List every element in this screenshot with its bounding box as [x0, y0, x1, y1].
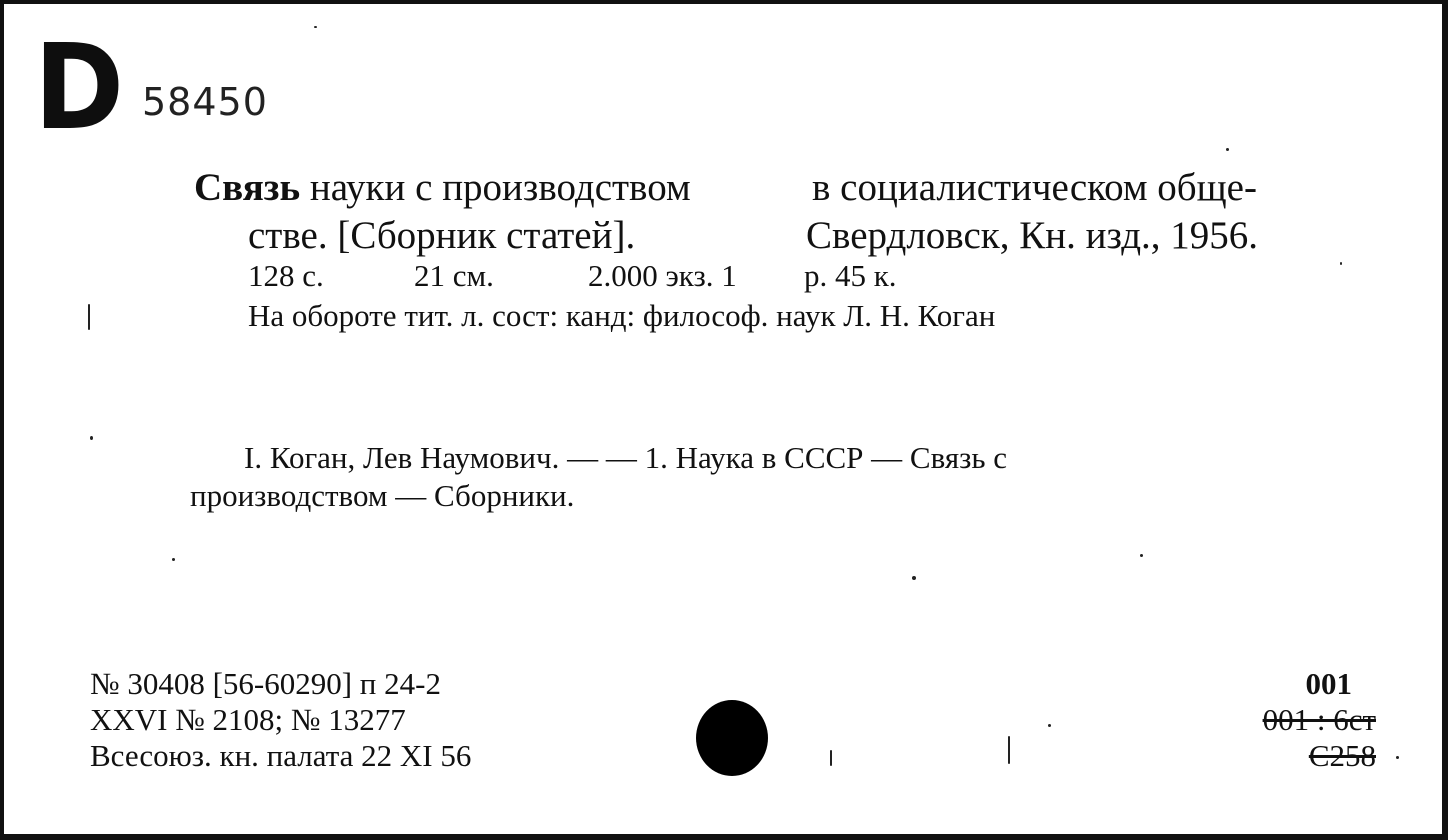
- footer-right-line-1: 001: [1305, 666, 1352, 701]
- title-line-2: стве. [Сборник статей].: [248, 214, 636, 257]
- footer-right-line-2-struck: 001 : 6ст: [1262, 702, 1376, 737]
- imprint: Свердловск, Кн. изд., 1956.: [806, 214, 1259, 257]
- ink-speck: [1140, 554, 1143, 557]
- punch-hole: [696, 700, 768, 776]
- ink-speck: [1396, 756, 1399, 759]
- ink-speck: [1048, 724, 1051, 727]
- price: р. 45 к.: [804, 258, 897, 293]
- title-line-1: [194, 168, 691, 207]
- title-line-1-rest: науки с производством: [309, 166, 691, 209]
- compiler-note: На обороте тит. л. сост: канд: философ. наук Л. Н. Коган: [248, 298, 996, 333]
- ink-speck: [912, 576, 916, 580]
- inventory-number: 58450: [142, 80, 268, 124]
- size: 21 см.: [414, 258, 494, 293]
- footer-left-line-2: XXVI № 2108; № 13277: [90, 702, 406, 737]
- footer-left-line-3: Всесоюз. кн. палата 22 XI 56: [90, 738, 472, 773]
- ink-speck: [314, 26, 317, 28]
- ink-speck: [172, 558, 175, 561]
- ink-speck: [88, 304, 90, 330]
- ink-speck: [90, 436, 93, 440]
- title-line-1-right: в социалистическом обще-: [812, 166, 1257, 209]
- subject-headings-line-1: I. Коган, Лев Наумович. — — 1. Наука в СССР — Связь с: [244, 440, 1007, 475]
- ink-speck: [1008, 736, 1010, 764]
- ink-speck: [1340, 262, 1342, 265]
- footer-right-line-3-struck: С258: [1308, 738, 1376, 773]
- title-first-word: Связь: [194, 166, 301, 209]
- subject-headings-line-2: производством — Сборники.: [190, 478, 575, 513]
- ink-speck: [1226, 148, 1229, 151]
- ink-speck: [830, 750, 832, 766]
- copies: 2.000 экз. 1: [588, 258, 737, 293]
- pages: 128 с.: [248, 258, 324, 293]
- footer-left-line-1: № 30408 [56-60290] п 24-2: [90, 666, 441, 701]
- classification-letter: D: [34, 18, 125, 156]
